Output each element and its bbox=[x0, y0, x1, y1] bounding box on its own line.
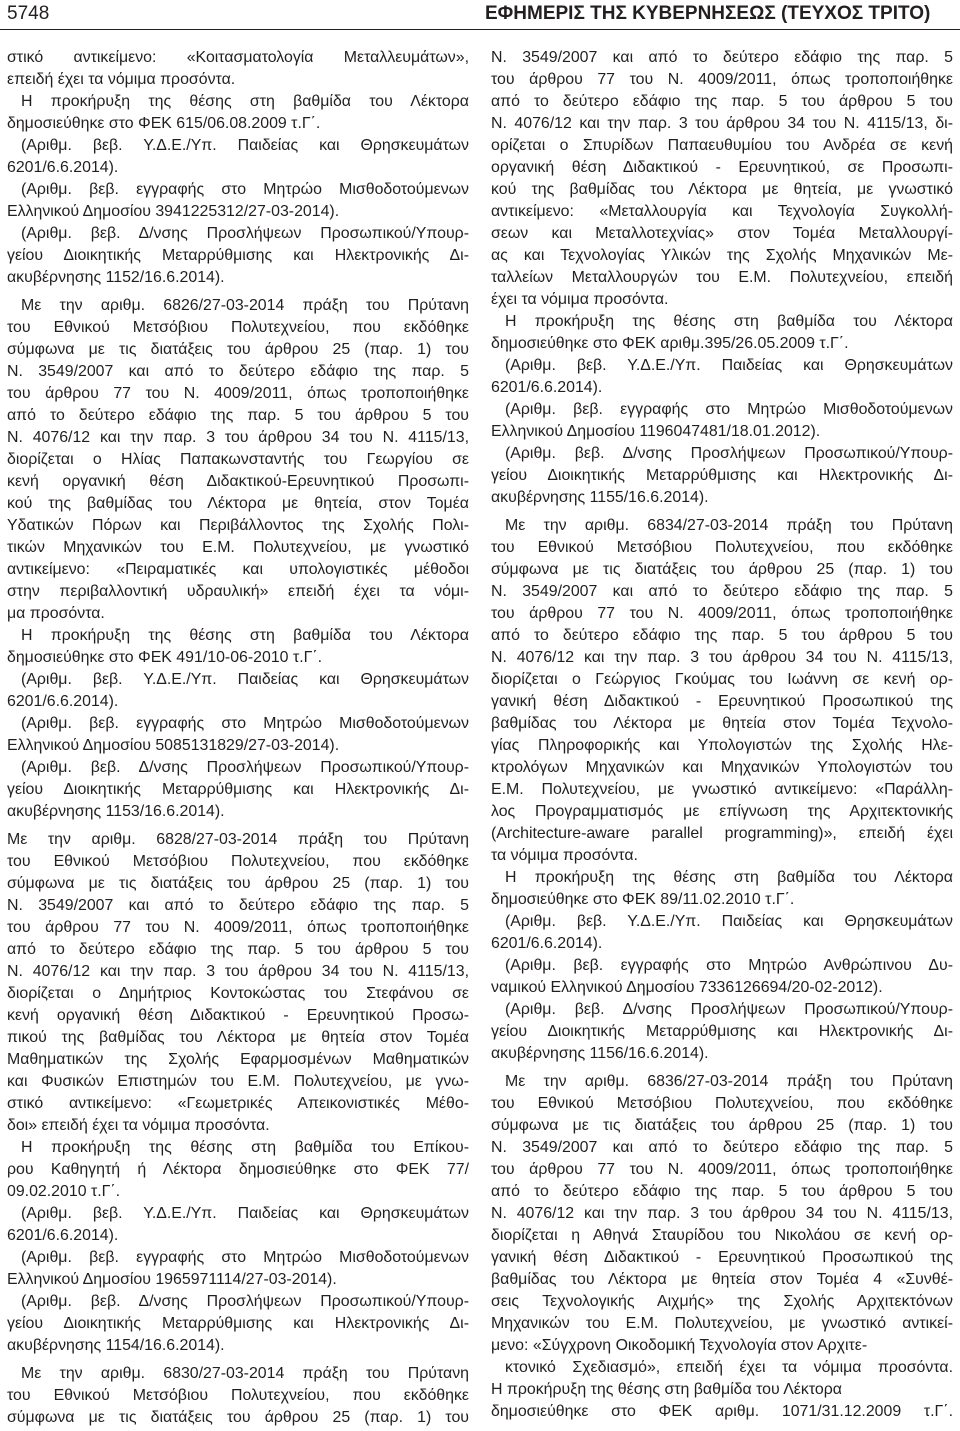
text-line: του άρθρου 77 του Ν. 4009/2011, όπως τροποποιήθηκε bbox=[491, 71, 953, 88]
text-line: Ελληνικού Δημοσίου 5085131829/27-03-2014). bbox=[7, 737, 340, 754]
gazette-title: ΕΦΗΜΕΡΙΣ ΤΗΣ ΚΥΒΕΡΝΗΣΕΩΣ (ΤΕΥΧΟΣ ΤΡΙΤΟ) bbox=[485, 3, 931, 24]
text-line: μενο: «Σύγχρονη Οικοδομική Τεχνολογία στον Αρχιτε- bbox=[491, 1337, 868, 1354]
text-line: στην περιβαλλοντική υδραυλική» επειδή έχει τα νόμι- bbox=[7, 583, 469, 600]
text-line: Ν. 4076/12 και την παρ. 3 του άρθρου 34 του Ν. 4115/13, bbox=[7, 429, 469, 446]
text-line: ακυβέρνησης 1154/16.6.2014). bbox=[7, 1337, 225, 1354]
text-line: τα νόμιμα προσόντα. bbox=[491, 847, 638, 864]
text-line: (Αριθμ. βεβ. Υ.Δ.Ε./Υπ. Παιδείας και Θρησκευμάτων bbox=[21, 671, 469, 688]
text-line: γανική θέση Διδακτικού - Ερευνητικού Προσωπικού της bbox=[491, 693, 953, 710]
text-line: από το δεύτερο εδάφιο της παρ. 5 του άρθρου 5 του bbox=[491, 93, 953, 110]
text-line: γείου Διοικητικής Μεταρρύθμισης και Ηλεκτρονικής Δι- bbox=[7, 1315, 469, 1332]
text-line: Ελληνικού Δημοσίου 1196047481/18.01.2012). bbox=[491, 423, 821, 440]
text-line: Με την αριθμ. 6830/27-03-2014 πράξη του Πρύτανη bbox=[21, 1365, 469, 1382]
text-line: μα προσόντα. bbox=[7, 605, 105, 622]
text-line: 6201/6.6.2014). bbox=[7, 159, 119, 176]
text-line: (Αριθμ. βεβ. Υ.Δ.Ε./Υπ. Παιδείας και Θρησκευμάτων bbox=[505, 913, 953, 930]
text-line: Ν. 3549/2007 και από το δεύτερο εδάφιο της παρ. 5 bbox=[491, 583, 953, 600]
text-line: βαθμίδας του Λέκτορα με θητεία στον Τομέα Τεχνολο- bbox=[491, 715, 953, 732]
text-line: του Εθνικού Μετσόβιου Πολυτεχνείου, που εκδόθηκε bbox=[7, 1387, 469, 1404]
text-line: από το δεύτερο εδάφιο της παρ. 5 του άρθρου 5 του bbox=[7, 407, 469, 424]
text-line: ακυβέρνησης 1156/16.6.2014). bbox=[491, 1045, 709, 1062]
text-line: ακυβέρνησης 1152/16.6.2014). bbox=[7, 269, 225, 286]
text-line: Η προκήρυξη της θέσης στη βαθμίδα του Επίκου- bbox=[21, 1139, 469, 1156]
text-line: του Εθνικού Μετσόβιου Πολυτεχνείου, που εκδόθηκε bbox=[7, 319, 469, 336]
text-line: του Εθνικού Μετσόβιου Πολυτεχνείου, που εκδόθηκε bbox=[491, 1095, 953, 1112]
text-line: δημοσιεύθηκε στο ΦΕΚ αριθμ.395/26.05.2009 τ.Γ΄. bbox=[491, 335, 849, 352]
text-line: Ε.Μ. Πολυτεχνείου, με γνωστικό αντικείμενο: «Παράλλη- bbox=[491, 781, 953, 798]
page-number: 5748 bbox=[7, 3, 50, 24]
text-line: 6201/6.6.2014). bbox=[7, 693, 119, 710]
text-line: Η προκήρυξη της θέσης στη βαθμίδα του Λέκτορα bbox=[491, 1381, 842, 1398]
text-line: Ν. 4076/12 και την παρ. 3 του άρθρου 34 του Ν. 4115/13, bbox=[7, 963, 469, 980]
text-line: (Αριθμ. βεβ. Δ/νσης Προσλήψεων Προσωπικού/Υπουρ- bbox=[505, 1001, 953, 1018]
text-line: γανική θέση Διδακτικού - Ερευνητικού Προσωπικού της bbox=[491, 1249, 953, 1266]
text-line: του άρθρου 77 του Ν. 4009/2011, όπως τροποποιήθηκε bbox=[7, 385, 469, 402]
text-line: του Εθνικού Μετσόβιου Πολυτεχνείου, που εκδόθηκε bbox=[491, 539, 953, 556]
text-line: Η προκήρυξη της θέσης στη βαθμίδα του Λέκτορα bbox=[21, 627, 469, 644]
text-line: διορίζεται ο Δημήτριος Κοντοκώστας του Στεφάνου σε bbox=[7, 985, 469, 1002]
text-line: Η προκήρυξη της θέσης στη βαθμίδα του Λέκτορα bbox=[21, 93, 469, 110]
text-line: τικών Μηχανικών του Ε.Μ. Πολυτεχνείου, με γνωστικό bbox=[7, 539, 469, 556]
text-line: ορίζεται ο Σπυρίδων Παπαευθυμίου του Ανδρέα σε κενή bbox=[491, 137, 953, 154]
text-line: δημοσιεύθηκε στο ΦΕΚ αριθμ. 1071/31.12.2009 τ.Γ΄. bbox=[491, 1403, 953, 1420]
text-line: από το δεύτερο εδάφιο της παρ. 5 του άρθρου 5 του bbox=[491, 627, 953, 644]
text-line: δημοσιεύθηκε στο ΦΕΚ 615/06.08.2009 τ.Γ΄. bbox=[7, 115, 321, 132]
text-line: αντικείμενο: «Μεταλλουργία και Τεχνολογία Συγκολλή- bbox=[491, 203, 953, 220]
text-line: γείου Διοικητικής Μεταρρύθμισης και Ηλεκτρονικής Δι- bbox=[491, 1023, 953, 1040]
text-line: Με την αριθμ. 6828/27-03-2014 πράξη του Πρύτανη bbox=[7, 831, 469, 848]
text-line: Ν. 3549/2007 και από το δεύτερο εδάφιο της παρ. 5 bbox=[7, 897, 469, 914]
text-line: (Αριθμ. βεβ. Δ/νσης Προσλήψεων Προσωπικού/Υπουρ- bbox=[21, 759, 469, 776]
page-header bbox=[0, 0, 960, 30]
text-line: ναμικού Ελληνικού Δημοσίου 7336126694/20-02-2012). bbox=[491, 979, 883, 996]
text-line: Μαθηματικών της Σχολής Εφαρμοσμένων Μαθηματικών bbox=[7, 1051, 469, 1068]
text-line: του άρθρου 77 του Ν. 4009/2011, όπως τροποποιήθηκε bbox=[7, 919, 469, 936]
text-line: στικό αντικείμενο: «Γεωμετρικές Απεικονιστικές Μέθο- bbox=[7, 1095, 469, 1112]
text-line: (Αριθμ. βεβ. Δ/νσης Προσλήψεων Προσωπικού/Υπουρ- bbox=[505, 445, 953, 462]
text-line: (Αριθμ. βεβ. εγγραφής στο Μητρώο Μισθοδοτούμενων bbox=[21, 1249, 469, 1266]
text-line: (Αριθμ. βεβ. εγγραφής στο Μητρώο Μισθοδοτούμενων bbox=[21, 181, 469, 198]
text-line: Ν. 3549/2007 και από το δεύτερο εδάφιο της παρ. 5 bbox=[7, 363, 469, 380]
text-line: γείου Διοικητικής Μεταρρύθμισης και Ηλεκτρονικής Δι- bbox=[7, 247, 469, 264]
text-line: γίας Πληροφορικής και Υπολογιστών της Σχολής Ηλε- bbox=[491, 737, 953, 754]
text-line: λος Προγραμματισμός με επίγνωση της Αρχιτεκτονικής bbox=[491, 803, 953, 820]
text-line: κού της βαθμίδας του Λέκτορα με θητεία, στον Τομέα bbox=[7, 495, 469, 512]
text-line: Με την αριθμ. 6826/27-03-2014 πράξη του Πρύτανη bbox=[21, 297, 469, 314]
text-line: διορίζεται ο Ηλίας Παπακωνσταντής του Γεωργίου σε bbox=[7, 451, 469, 468]
text-line: δοι» επειδή έχει τα νόμιμα προσόντα. bbox=[7, 1117, 270, 1134]
text-line: οργανική θέση Διδακτικού - Ερευνητικού, σε Προσωπι- bbox=[491, 159, 953, 176]
text-line: σύμφωνα με τις διατάξεις του άρθρου 25 (παρ. 1) του bbox=[7, 875, 469, 892]
text-line: (Architecture-aware parallel programming)», επειδή έχει bbox=[491, 825, 953, 842]
text-line: Με την αριθμ. 6834/27-03-2014 πράξη του Πρύτανη bbox=[505, 517, 953, 534]
text-line: πικού της βαθμίδας του Λέκτορα με θητεία στον Τομέα bbox=[7, 1029, 469, 1046]
text-line: αντικείμενο: «Πειραματικές και υπολογιστικές μέθοδοι bbox=[7, 561, 469, 578]
text-line: σεις Τεχνολογικής Αιχμής» της Σχολής Αρχιτεκτόνων bbox=[491, 1293, 953, 1310]
text-line: διορίζεται η Αθηνά Σταυρίδου του Νικολάου σε κενή ορ- bbox=[491, 1227, 953, 1244]
text-line: του άρθρου 77 του Ν. 4009/2011, όπως τροποποιήθηκε bbox=[491, 1161, 953, 1178]
text-line: Υδατικών Πόρων και Περιβάλλοντος της Σχολής Πολι- bbox=[7, 517, 469, 534]
text-line: σύμφωνα με τις διατάξεις του άρθρου 25 (παρ. 1) του bbox=[7, 1409, 469, 1426]
text-line: (Αριθμ. βεβ. Υ.Δ.Ε./Υπ. Παιδείας και Θρησκευμάτων bbox=[505, 357, 953, 374]
text-line: βαθμίδας του Λέκτορα με θητεία στον Τομέα 4 «Συνθέ- bbox=[491, 1271, 953, 1288]
text-line: κενή οργανική θέση Διδακτικού-Ερευνητικού Προσωπι- bbox=[7, 473, 469, 490]
text-line: Με την αριθμ. 6836/27-03-2014 πράξη του Πρύτανη bbox=[505, 1073, 953, 1090]
text-line: ταλλείων Μεταλλουργών του Ε.Μ. Πολυτεχνείου, επειδή bbox=[491, 269, 953, 286]
text-line: 09.02.2010 τ.Γ΄. bbox=[7, 1183, 121, 1200]
text-line: ακυβέρνησης 1153/16.6.2014). bbox=[7, 803, 225, 820]
text-line: Η προκήρυξη της θέσης στη βαθμίδα του Λέκτορα bbox=[505, 313, 953, 330]
text-line: Η προκήρυξη της θέσης στη βαθμίδα του Λέκτορα bbox=[505, 869, 953, 886]
text-line: 6201/6.6.2014). bbox=[7, 1227, 119, 1244]
text-line: Ν. 3549/2007 και από το δεύτερο εδάφιο της παρ. 5 bbox=[491, 49, 953, 66]
header-rule bbox=[0, 29, 960, 30]
text-line: ακυβέρνησης 1155/16.6.2014). bbox=[491, 489, 709, 506]
text-line: κτρολόγων Μηχανικών και Μηχανικών Υπολογιστών του bbox=[491, 759, 953, 776]
text-line: σύμφωνα με τις διατάξεις του άρθρου 25 (παρ. 1) του bbox=[7, 341, 469, 358]
text-line: σύμφωνα με τις διατάξεις του άρθρου 25 (παρ. 1) του bbox=[491, 1117, 953, 1134]
text-line: (Αριθμ. βεβ. εγγραφής στο Μητρώο Μισθοδοτούμενων bbox=[505, 401, 953, 418]
text-line: (Αριθμ. βεβ. Υ.Δ.Ε./Υπ. Παιδείας και Θρησκευμάτων bbox=[21, 1205, 469, 1222]
text-line: από το δεύτερο εδάφιο της παρ. 5 του άρθρου 5 του bbox=[7, 941, 469, 958]
text-line: (Αριθμ. βεβ. εγγραφής στο Μητρώο Ανθρώπινου Δυ- bbox=[505, 957, 953, 974]
text-line: (Αριθμ. βεβ. Δ/νσης Προσλήψεων Προσωπικού/Υπουρ- bbox=[21, 1293, 469, 1310]
text-line: κού της βαθμίδας του Λέκτορα με θητεία, με γνωστικό bbox=[491, 181, 953, 198]
text-line: διορίζεται ο Γεώργιος Γκούμας του Ιωάννη σε κενή ορ- bbox=[491, 671, 953, 688]
text-line: 6201/6.6.2014). bbox=[491, 379, 603, 396]
text-line: ρου Καθηγητή ή Λέκτορα δημοσιεύθηκε στο ΦΕΚ 77/ bbox=[7, 1161, 469, 1178]
text-line: ας και Τεχνολογίας Υλικών της Σχολής Μηχανικών Με- bbox=[491, 247, 953, 264]
text-line: στικό αντικείμενο: «Κοιτασματολογία Μεταλλευμάτων», bbox=[7, 49, 469, 66]
text-line: Μηχανικών του Ε.Μ. Πολυτεχνείου, με γνωστικό αντικεί- bbox=[491, 1315, 953, 1332]
text-line: γείου Διοικητικής Μεταρρύθμισης και Ηλεκτρονικής Δι- bbox=[7, 781, 469, 798]
text-line: Ελληνικού Δημοσίου 1965971114/27-03-2014). bbox=[7, 1271, 337, 1288]
text-line: δημοσιεύθηκε στο ΦΕΚ 491/10-06-2010 τ.Γ΄. bbox=[7, 649, 323, 666]
text-line: του Εθνικού Μετσόβιου Πολυτεχνείου, που εκδόθηκε bbox=[7, 853, 469, 870]
text-line: κτονικό Σχεδιασμό», επειδή έχει τα νόμιμα προσόντα. bbox=[505, 1359, 953, 1376]
text-line: δημοσιεύθηκε στο ΦΕΚ 89/11.02.2010 τ.Γ΄. bbox=[491, 891, 795, 908]
text-line: κενή οργανική θέση Διδακτικού - Ερευνητικού Προσω- bbox=[7, 1007, 469, 1024]
text-line: 6201/6.6.2014). bbox=[491, 935, 603, 952]
text-line: Ν. 4076/12 και την παρ. 3 του άρθρου 34 του Ν. 4115/13, bbox=[491, 649, 953, 666]
text-line: έχει τα νόμιμα προσόντα. bbox=[491, 291, 669, 308]
text-line: Ν. 4076/12 και την παρ. 3 του άρθρου 34 του Ν. 4115/13, bbox=[491, 1205, 953, 1222]
text-line: γείου Διοικητικής Μεταρρύθμισης και Ηλεκτρονικής Δι- bbox=[491, 467, 953, 484]
text-line: Ελληνικού Δημοσίου 3941225312/27-03-2014). bbox=[7, 203, 340, 220]
text-line: (Αριθμ. βεβ. Υ.Δ.Ε./Υπ. Παιδείας και Θρησκευμάτων bbox=[21, 137, 469, 154]
text-line: (Αριθμ. βεβ. εγγραφής στο Μητρώο Μισθοδοτούμενων bbox=[21, 715, 469, 732]
text-line: σεων και Μεταλλοτεχνίας» στον Τομέα Μεταλλουργί- bbox=[491, 225, 953, 242]
text-line: (Αριθμ. βεβ. Δ/νσης Προσλήψεων Προσωπικού/Υπουρ- bbox=[21, 225, 469, 242]
text-line: Ν. 3549/2007 και από το δεύτερο εδάφιο της παρ. 5 bbox=[491, 1139, 953, 1156]
text-line: επειδή έχει τα νόμιμα προσόντα. bbox=[7, 71, 236, 88]
text-line: Ν. 4076/12 και την παρ. 3 του άρθρου 34 του Ν. 4115/13, δι- bbox=[491, 115, 953, 132]
text-line: σύμφωνα με τις διατάξεις του άρθρου 25 (παρ. 1) του bbox=[491, 561, 953, 578]
text-line: από το δεύτερο εδάφιο της παρ. 5 του άρθρου 5 του bbox=[491, 1183, 953, 1200]
text-line: του άρθρου 77 του Ν. 4009/2011, όπως τροποποιήθηκε bbox=[491, 605, 953, 622]
text-line: και Φυσικών Επιστημών του Ε.Μ. Πολυτεχνείου, με γνω- bbox=[7, 1073, 469, 1090]
